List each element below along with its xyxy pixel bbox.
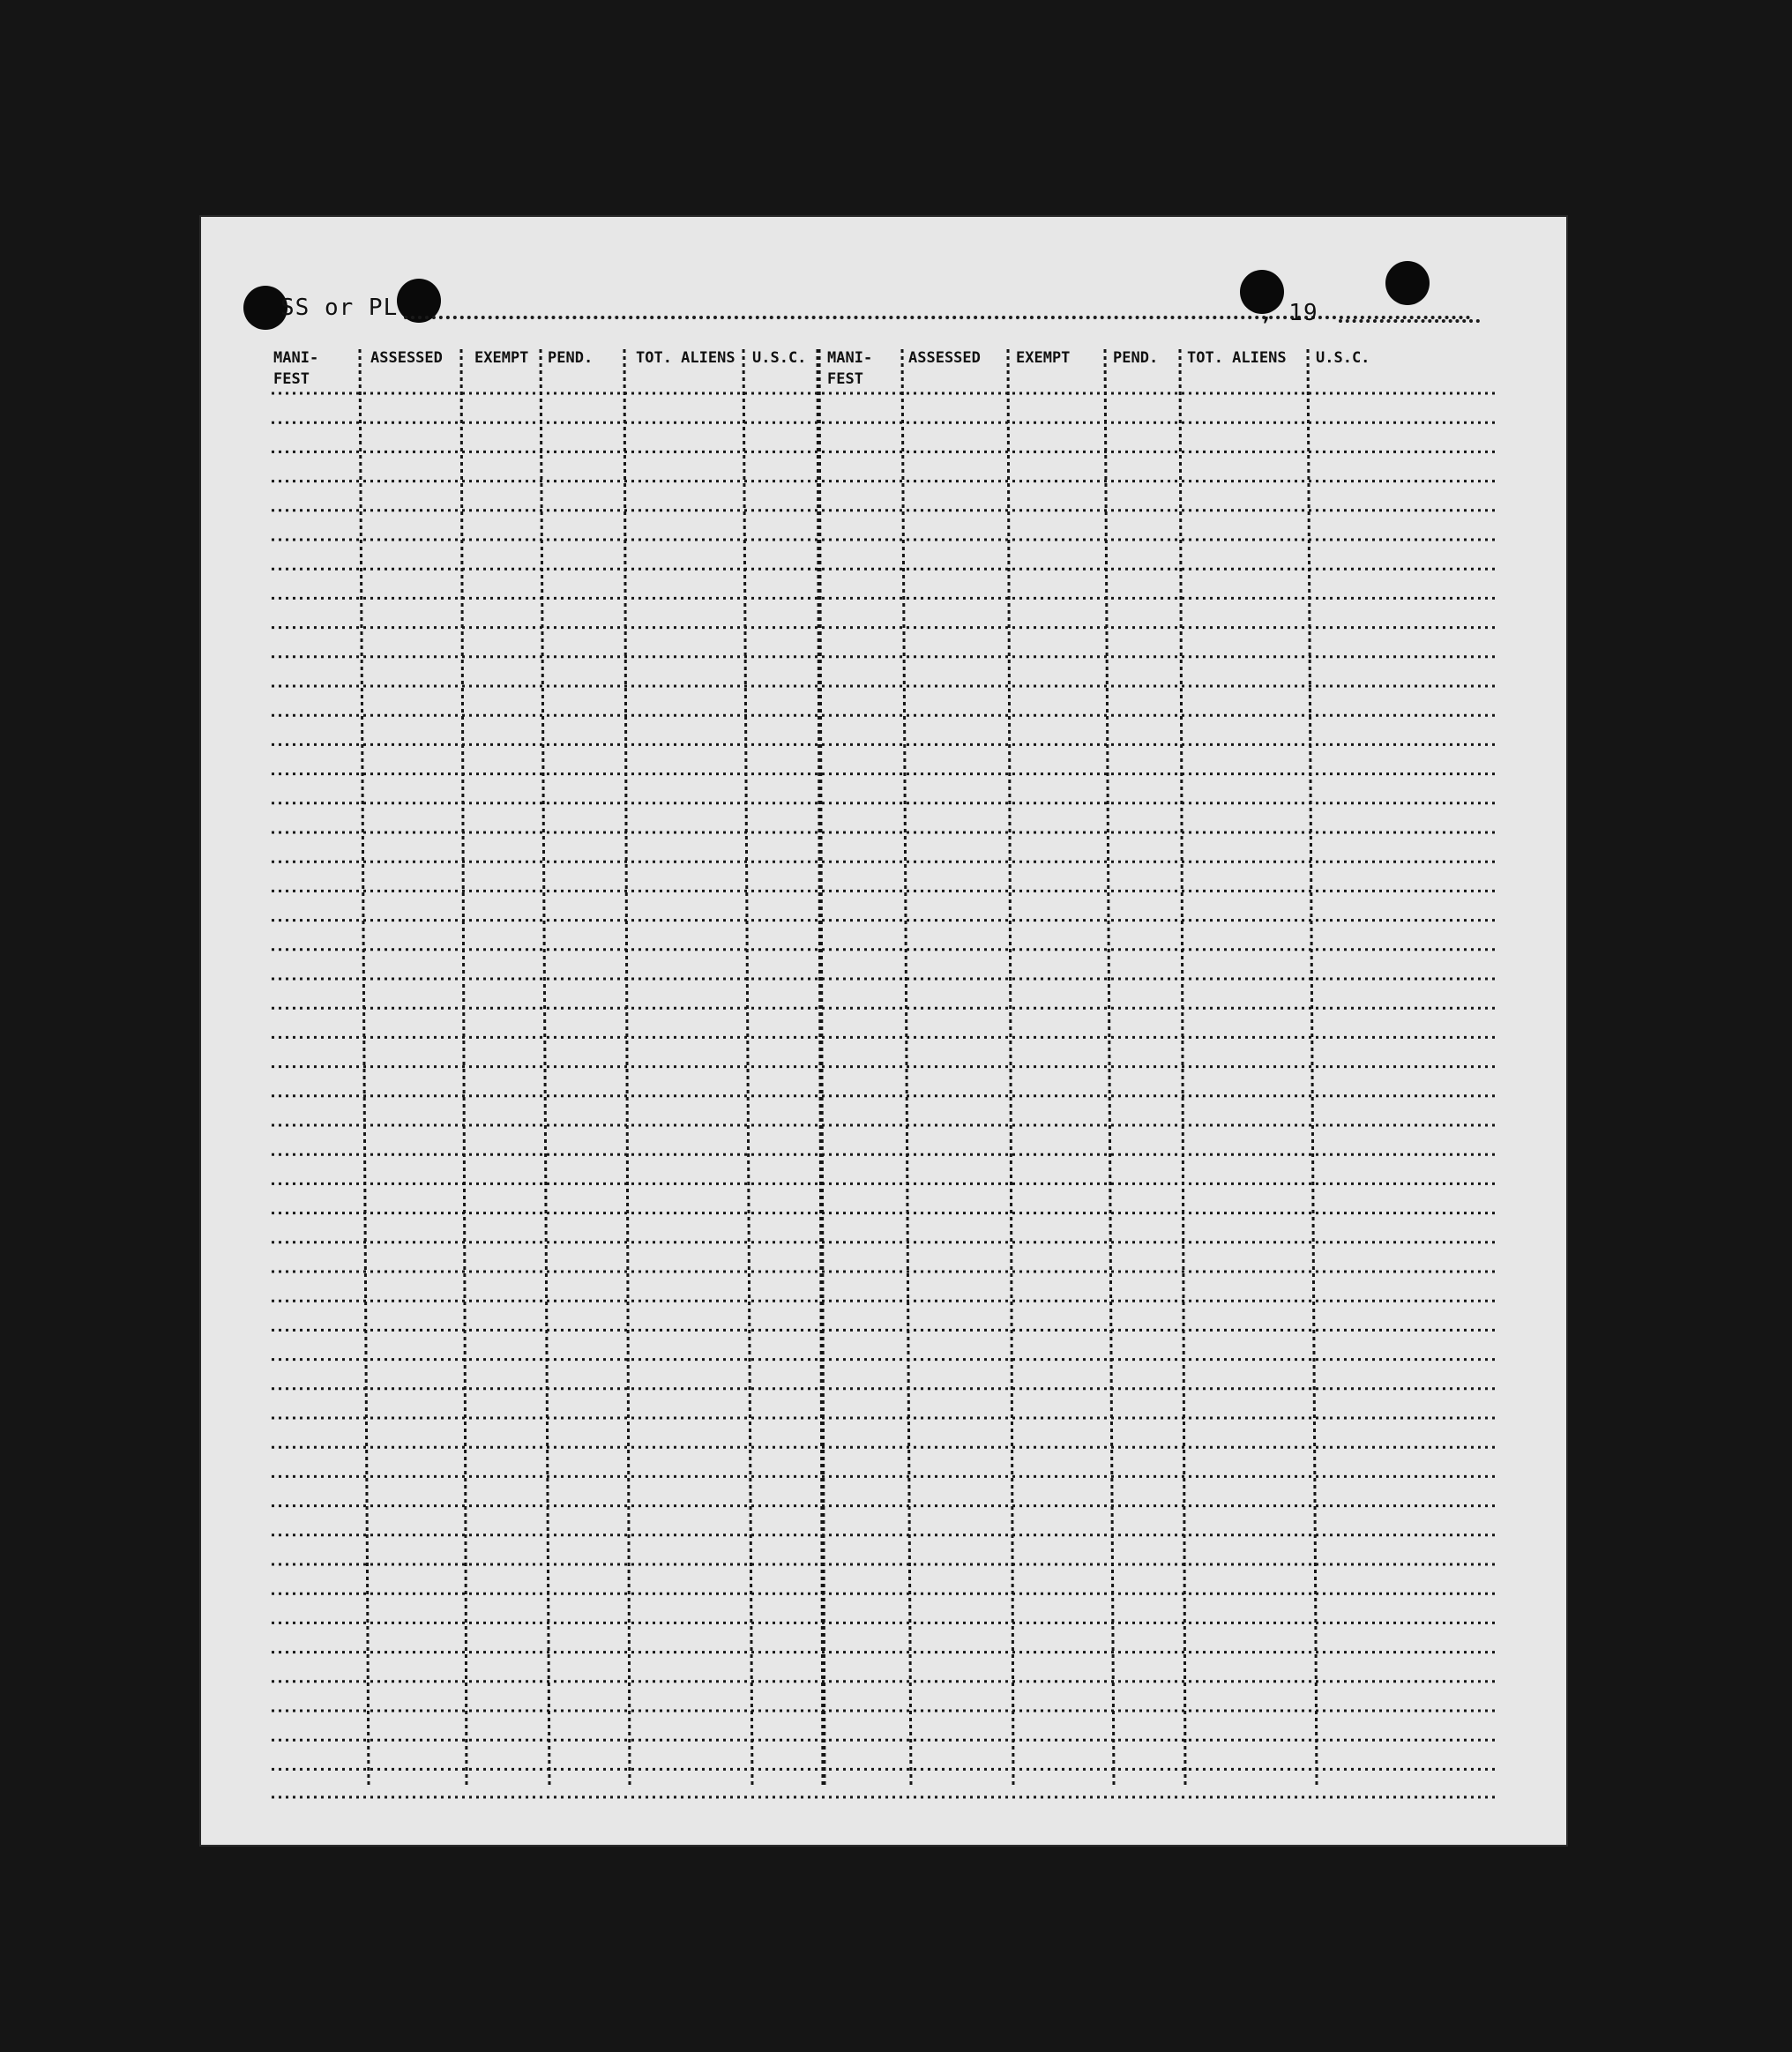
ruled-grid	[201, 217, 1566, 1845]
col-assessed-right: ASSESSED	[908, 349, 981, 367]
col-manifest-right: MANI- FEST	[827, 349, 873, 388]
vessel-label: SS or PL	[280, 295, 399, 321]
col-tot-aliens-right: TOT. ALIENS	[1187, 349, 1287, 367]
col-assessed-left: ASSESSED	[370, 349, 443, 367]
col-exempt-right: EXEMPT	[1016, 349, 1071, 367]
date-year-label: , 19	[1259, 300, 1318, 326]
form-sheet	[201, 217, 1566, 1845]
col-tot-aliens-left: TOT. ALIENS	[636, 349, 735, 367]
col-exempt-left: EXEMPT	[474, 349, 529, 367]
col-manifest-left: MANI- FEST	[273, 349, 319, 388]
col-usc-right: U.S.C.	[1316, 349, 1370, 367]
col-usc-left: U.S.C.	[752, 349, 807, 367]
col-pend-left: PEND.	[548, 349, 594, 367]
col-pend-right: PEND.	[1113, 349, 1159, 367]
